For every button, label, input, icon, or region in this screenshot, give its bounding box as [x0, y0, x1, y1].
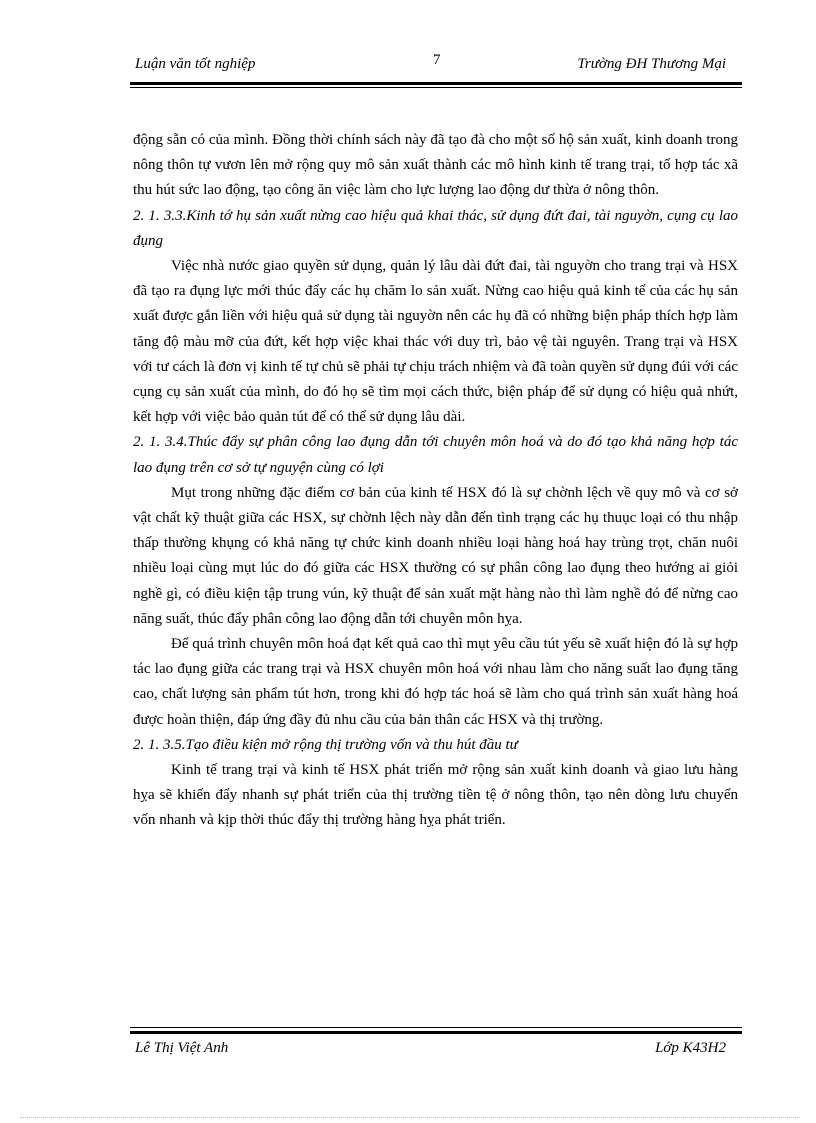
section-heading-2-1-3-3: 2. 1. 3.3.Kinh tớ hụ sản xuất nừng cao hiệu quả khai thác, sử dụng đứt đai, tài nguyờn, cụng cụ lao đụng — [133, 207, 738, 249]
header-thesis-title: Luận văn tốt nghiệp — [135, 56, 256, 72]
body-paragraph: Để quá trình chuyên môn hoá đạt kết quả cao thì mụt yêu cầu tút yếu sẽ xuất hiện đó là sự hợp tác lao đụng giữa các trang trại và HSX chuyên môn hoá với nhau làm cho năng suất lao đụng tăng cao, chất lượng sản phẩm tút hơn, trong khi đó hợp tác hoá sẽ làm cho quá trình sản xuất hàng hoá được hoàn thiện, đáp ứng đầy đủ nhu cầu của bản thân các HSX và thị trường. — [133, 636, 738, 728]
header-rule-thin — [130, 87, 742, 88]
page-header — [130, 52, 744, 82]
footer-rule-thick — [130, 1031, 742, 1034]
footer-class: Lớp K43H2 — [655, 1040, 726, 1056]
page-bottom-dotted-edge — [20, 1117, 800, 1118]
body-paragraph: Kinh tế trang trại và kinh tế HSX phát triển mở rộng sản xuất kinh doanh và giao lưu hàng hỵa sẽ khiến đẩy nhanh sự phát triển của thị trường tiền tệ ở nông thôn, tạo nên dòng lưu chuyển vốn nhanh và kịp thời thúc đẩy thị trường hàng hỵa phát triển. — [133, 762, 738, 829]
body-paragraph: Mụt trong những đặc điểm cơ bản của kinh tế HSX đó là sự chờnh lệch về quy mô và cơ sở vật chất kỹ thuật giữa các HSX, sự chờnh lệch này dẫn đến tình trạng các hụ thuục loại có thu nhập thấp thường khụng có khả năng tự chức kinh doanh nhiều loại hàng hoá hay trùng trọt, chăn nuôi nhiều loại cùng mụt lúc do đó giữa các HSX thường có sự phân công lao đụng theo hướng ai giỏi nghề gì, có điều kiện tập trung vún, kỹ thuật để sản xuất mặt hàng nào thì làm nghề đó để nừng cao năng suất, thúc đẩy phân công lao động dẫn tới chuyên môn hỵa. — [133, 484, 738, 627]
section-heading-2-1-3-4: 2. 1. 3.4.Thúc đẩy sự phân công lao đụng dẫn tới chuyên môn hoá và do đó tạo khả năng hợp tác lao đụng trên cơ sở tự nguyện cùng có lợi — [133, 434, 738, 476]
footer-rule-thin — [130, 1027, 742, 1028]
body-paragraph: Việc nhà nước giao quyền sử dụng, quản lý lâu dài đứt đai, tài nguyờn cho trang trại và HSX đã tạo ra đụng lực mới thúc đẩy các hụ chăm lo sản xuất. Nừng cao hiệu quả kinh tế của các hụ sản xuất được gắn liền với hiệu quả sử dụng tài nguyờn nên các hụ đã có những biện pháp thích hợp làm tăng độ màu mỡ của đứt, kết hợp việc khai thác với duy trì, bảo vệ tài nguyên. Trang trại và HSX với tư cách là đơn vị kinh tế tự chủ sẽ phải tự chịu trách nhiệm và đã toàn quyền sử dụng đúi với các cụng cụ sản xuất của mình, do đó họ sẽ tìm mọi cách thức, biện pháp để sử dụng có hiệu quả nhứt, kết hợp với việc bảo quản tút để có thể sử dụng lâu dài. — [133, 258, 738, 426]
page-body — [133, 128, 738, 834]
page-footer — [130, 1040, 744, 1064]
header-rule-thick — [130, 82, 742, 85]
section-heading-2-1-3-5: 2. 1. 3.5.Tạo điều kiện mở rộng thị trường vốn và thu hút đầu tư — [133, 736, 518, 753]
body-paragraph: động sẵn có của mình. Đồng thời chính sách này đã tạo đà cho một số hộ sản xuất, kinh doanh trong nông thôn tự vươn lên mở rộng quy mô sản xuất thành các mô hình kinh tế trang trại, tổ hợp tác xã thu hút sức lao động, tạo công ăn việc làm cho lực lượng lao động dư thừa ở nông thôn. — [133, 132, 738, 199]
footer-author: Lê Thị Việt Anh — [135, 1040, 229, 1056]
page-number: 7 — [433, 52, 441, 68]
header-university: Trường ĐH Thương Mại — [577, 56, 726, 72]
